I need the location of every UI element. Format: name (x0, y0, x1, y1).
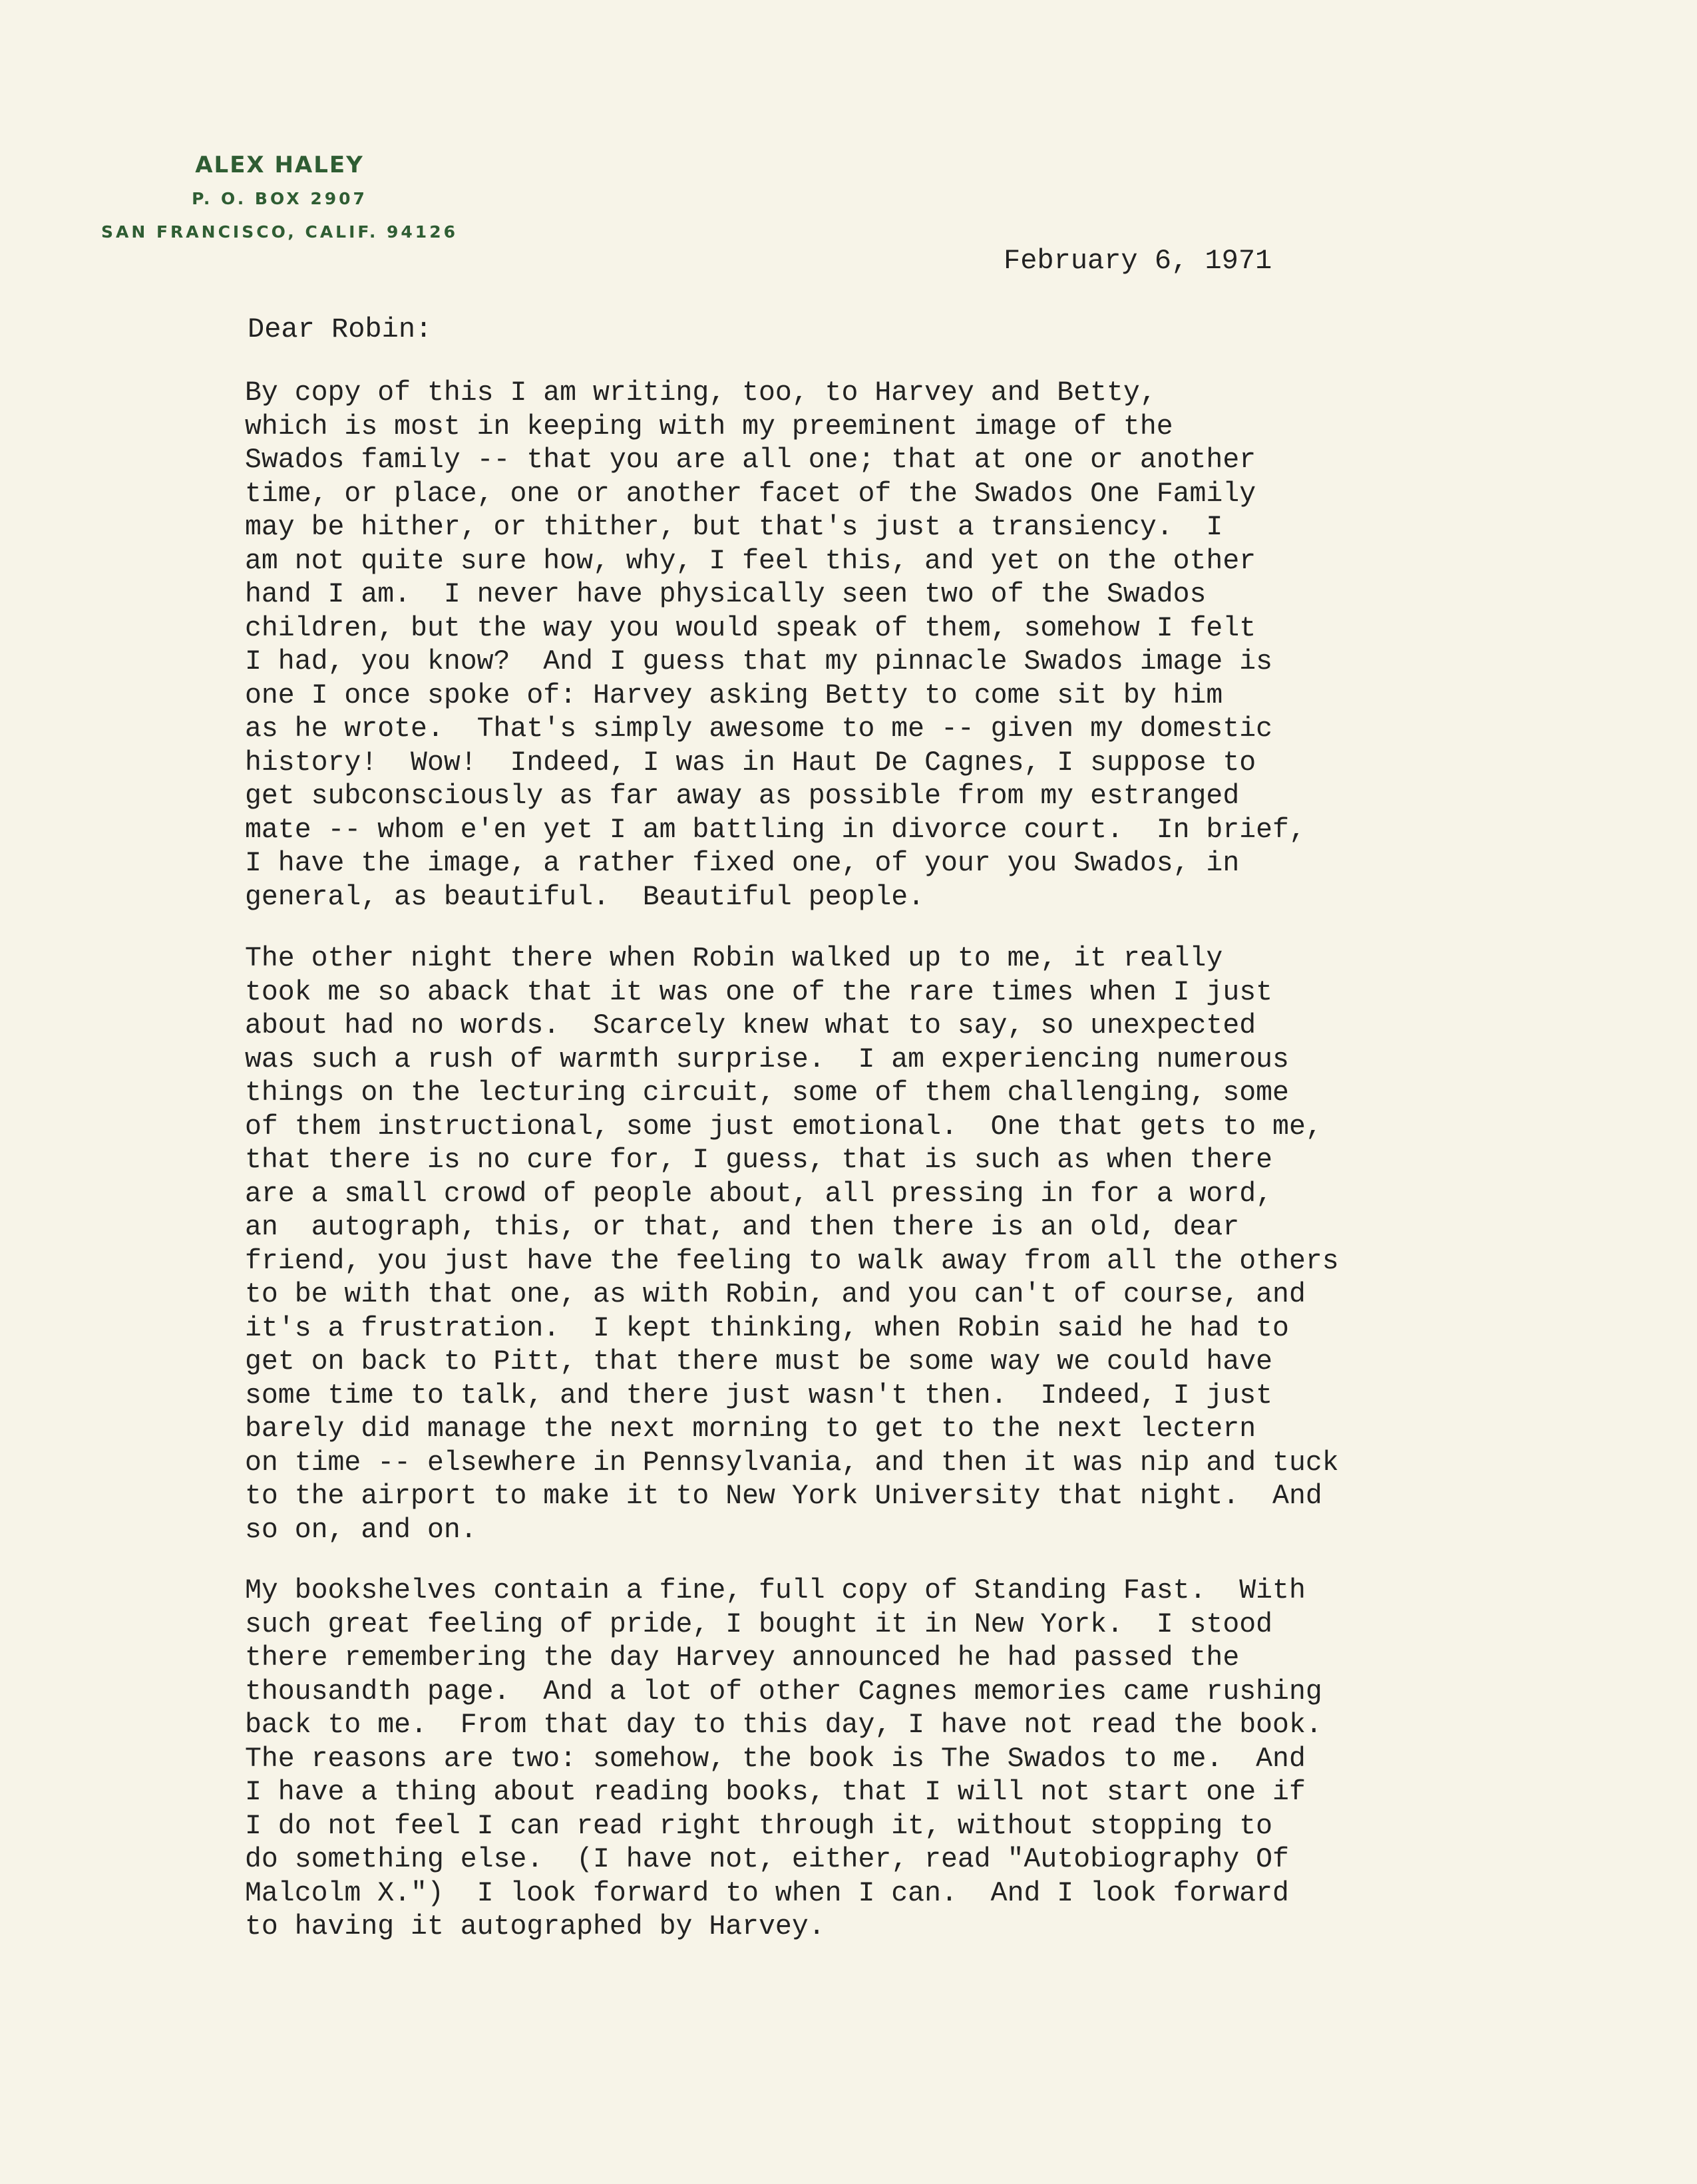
body-paragraph-2: The other night there when Robin walked up to me, it really took me so aback that it was one of the rare times when I just about had no words. Scarcely knew what to say, so unexpected was such a rush of warmth surprise. I am experiencing numerous things on the lecturing circuit, some of them challenging, some of them instructional, some just emotional. One that gets to me, that there is no cure for, I guess, that is such as when there are a small crowd of people about, all pressing in for a word, an autograph, this, or that, and then there is an old, dear friend, you just have the feeling to walk away from all the others to be with that one, as with Robin, and you can't of course, and it's a frustration. I kept thinking, when Robin said he had to get on back to Pitt, that there must be some way we could have some time to talk, and there just wasn't then. Indeed, I just barely did manage the next morning to get to the next lectern on time -- elsewhere in Pennsylvania, and then it was nip and tuck to the airport to make it to New York University that night. And so on, and on. (245, 943, 1339, 1546)
letter-date: February 6, 1971 (1004, 245, 1272, 277)
body-paragraph-1: By copy of this I am writing, too, to Harvey and Betty, which is most in keeping with my preeminent image of the Swados family -- that you are all one; that at one or another time, or place, one or another facet of the Swados One Family may be hither, or thither, but that's just a transiency. I am not quite sure how, why, I feel this, and yet on the other hand I am. I never have physically seen two of the Swados children, but the way you would speak of them, somehow I felt I had, you know? And I guess that my pinnacle Swados image is one I once spoke of: Harvey asking Betty to come sit by him as he wrote. That's simply awesome to me -- given my domestic history! Wow! Indeed, I was in Haut De Cagnes, I suppose to get subconsciously as far away as possible from my estranged mate -- whom e'en yet I am battling in divorce court. In brief, I have the image, a rather fixed one, of your you Swados, in general, as beautiful. Beautiful people. (245, 377, 1306, 913)
letterhead-city: SAN FRANCISCO, CALIF. 94126 (101, 222, 458, 242)
body-paragraph-3: My bookshelves contain a fine, full copy of Standing Fast. With such great feeling of pride, I bought it in New York. I stood there remembering the day Harvey announced he had passed the thousandth page. And a lot of other Cagnes memories came rushing back to me. From that day to this day, I have not read the book. The reasons are two: somehow, the book is The Swados to me. And I have a thing about reading books, that I will not start one if I do not feel I can read right through it, without stopping to do something else. (I have not, either, read "Autobiography Of Malcolm X.") I look forward to when I can. And I look forward to having it autographed by Harvey. (245, 1575, 1322, 1942)
letterhead-po-box: P. O. BOX 2907 (192, 189, 367, 208)
salutation: Dear Robin: (248, 313, 433, 345)
letterhead (80, 148, 479, 249)
letterhead-name: ALEX HALEY (195, 152, 364, 178)
